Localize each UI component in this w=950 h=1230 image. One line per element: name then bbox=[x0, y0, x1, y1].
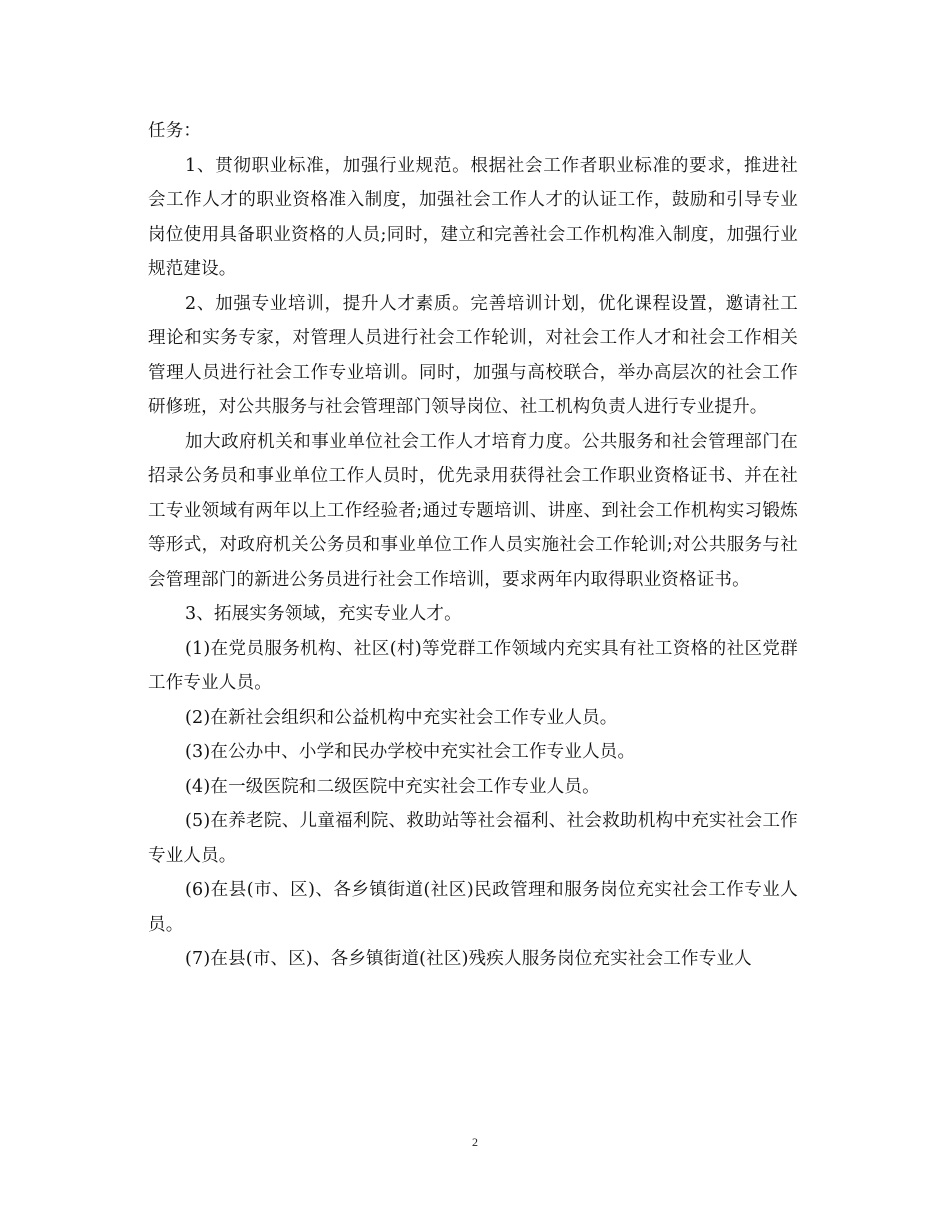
paragraph-government-training: 加大政府机关和事业单位社会工作人才培育力度。公共服务和社会管理部门在招录公务员和事业单位工作人员时，优先录用获得社会工作职业资格证书、并在社工专业领域有两年以上工作经验者;通过专题培训、讲座、到社会工作机构实习锻炼等形式，对政府机关公务员和事业单位工作人员实施社会工作轮训;对公共服务与社会管理部门的新进公务员进行社会工作培训，要求两年内取得职业资格证书。 bbox=[148, 431, 798, 590]
page-number: 2 bbox=[472, 1135, 478, 1149]
paragraph-subitem-2: (2)在新社会组织和公益机构中充实社会工作专业人员。 bbox=[185, 707, 618, 728]
paragraph-subitem-7: (7)在县(市、区)、各乡镇街道(社区)残疾人服务岗位充实社会工作专业人 bbox=[185, 949, 752, 969]
paragraph-task-heading: 任务： bbox=[148, 121, 202, 141]
paragraph-item-3: 3、拓展实务领域，充实专业人才。 bbox=[185, 604, 462, 624]
paragraph-subitem-1: (1)在党员服务机构、社区(村)等党群工作领域内充实具有社工资格的社区党群工作专业人员。 bbox=[148, 638, 798, 693]
paragraph-item-1: 1、贯彻职业标准，加强行业规范。根据社会工作者职业标准的要求，推进社会工作人才的职业资格准入制度，加强社会工作人才的认证工作，鼓励和引导专业岗位使用具备职业资格的人员;同时，建立和完善社会工作机构准入制度，加强行业规范建设。 bbox=[148, 155, 798, 279]
paragraph-subitem-5: (5)在养老院、儿童福利院、救助站等社会福利、社会救助机构中充实社会工作专业人员。 bbox=[148, 811, 798, 866]
paragraph-subitem-4: (4)在一级医院和二级医院中充实社会工作专业人员。 bbox=[185, 776, 600, 797]
document-body bbox=[148, 114, 798, 977]
paragraph-subitem-3: (3)在公办中、小学和民办学校中充实社会工作专业人员。 bbox=[185, 742, 636, 762]
paragraph-item-2: 2、加强专业培训，提升人才素质。完善培训计划，优化课程设置，邀请社工理论和实务专家，对管理人员进行社会工作轮训，对社会工作人才和社会工作相关管理人员进行社会工作专业培训。同时，加强与高校联合，举办高层次的社会工作研修班，对公共服务与社会管理部门领导岗位、社工机构负责人进行专业提升。 bbox=[148, 293, 798, 417]
paragraph-subitem-6: (6)在县(市、区)、各乡镇街道(社区)民政管理和服务岗位充实社会工作专业人员。 bbox=[148, 880, 798, 935]
